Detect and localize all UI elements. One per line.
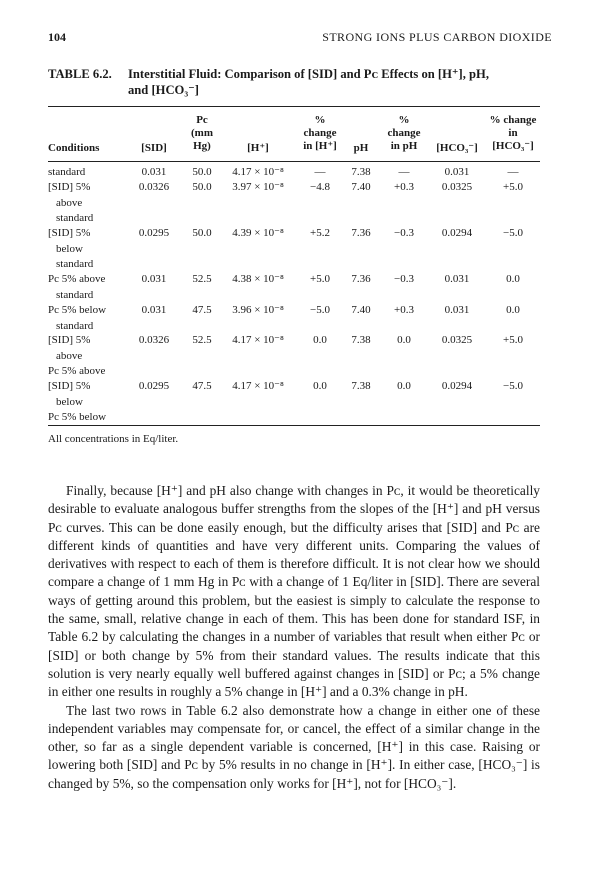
cell-hco3: 0.031 [444,273,470,285]
header-pct-h-line2: change [303,127,337,139]
cell-pc: 50.0 [192,181,212,193]
cell-h: 4.17 × 10⁻⁸ [232,380,284,392]
cell-hco3: 0.0325 [441,181,473,193]
cell-pc: 50.0 [192,227,212,239]
table-row-condition [48,303,140,334]
condition-line: below [56,242,83,255]
cell-pct-hco3: +5.0 [503,181,523,193]
header-pct-ph [378,114,430,153]
cell-h: 4.17 × 10⁻⁸ [232,166,284,178]
cell-pct-h: +5.0 [310,273,330,285]
table-footnote: All concentrations in Eq/liter. [48,433,179,445]
header-pct-ph-line2: change [387,127,421,139]
condition-line: Pc 5% below [48,411,107,423]
cell-pct-ph: 0.0 [397,380,411,392]
cell-hco3: 0.031 [444,304,470,316]
header-pct-h-line3: in [H⁺] [303,140,337,152]
cell-sid: 0.031 [141,166,167,178]
running-head: STRONG IONS PLUS CARBON DIOXIDE [322,30,552,44]
cell-ph: 7.36 [351,227,371,239]
cell-pct-hco3: −5.0 [503,380,523,392]
condition-line: above [56,349,83,362]
cell-pc: 52.5 [192,334,212,346]
condition-line: standard [56,288,94,301]
condition-line: standard [56,319,94,332]
cell-pct-ph: +0.3 [394,304,414,316]
condition-line: Pc 5% above [48,365,106,377]
cell-pct-ph: −0.3 [394,273,414,285]
header-pc-line3: Hg) [193,140,211,152]
table-row-condition [48,379,140,426]
table-title-line1: Interstitial Fluid: Comparison of [SID] and Pᴄ Effects on [H⁺], pH, [128,67,489,81]
header-pct-h-line1: % [314,114,326,126]
table-label: TABLE 6.2. [48,67,112,81]
header-pct-hco3-line1: % change [489,114,537,126]
cell-pct-h: 0.0 [313,380,327,392]
cell-hco3: 0.0294 [441,380,473,392]
cell-pct-ph: −0.3 [394,227,414,239]
cell-h: 4.38 × 10⁻⁸ [232,273,284,285]
header-pct-hco3-line2: in [508,127,518,139]
table-row-condition [48,180,140,227]
cell-pct-hco3: — [507,166,519,178]
paragraph: Finally, because [H⁺] and pH also change with changes in Pᴄ, it would be theoretically desirable to evaluate analogous buffer strengths from the slopes of the [H⁺] and pH versus Pᴄ curves. This can be done easily enough, but the difficulty arises that [SID] and Pᴄ are different kinds of quantities and have very different units. Comparing the values of derivatives with respect to each of them is therefore difficult. It is not clear how we should compare a change of 1 mm Hg in Pᴄ with a change of 1 Eq/liter in [SID]. There are several ways of getting around this problem, but the easiest is simply to calculate the response to the same, small, relative change in each of them. This has been done for standard ISF, in Table 6.2 by calculating the changes in a number of variables that result when either Pᴄ or [SID] or both change by 5% from their standard values. The results indicate that this solution is very nearly equally well buffered against changes in [SID] or Pᴄ; a 5% change in either one results in roughly a 5% change in [H⁺] and a 0.3% change in pH. [48,483,540,700]
cell-hco3: 0.0294 [441,227,473,239]
cell-h: 4.39 × 10⁻⁸ [232,227,284,239]
cell-pc: 50.0 [192,166,212,178]
header-h: [H⁺] [247,142,269,154]
table-bottom-rule [48,425,540,426]
condition-line: above [56,196,83,209]
cell-ph: 7.38 [351,166,371,178]
header-conditions: Conditions [48,142,100,154]
cell-ph: 7.36 [351,273,371,285]
cell-ph: 7.40 [351,181,371,193]
cell-sid: 0.0295 [138,380,170,392]
cell-sid: 0.0295 [138,227,170,239]
page-number: 104 [48,30,66,44]
condition-line: standard [56,212,94,224]
header-ph: pH [353,142,369,154]
condition-line: Pc 5% above [48,273,106,285]
header-pc [182,114,222,153]
paragraph: The last two rows in Table 6.2 also demonstrate how a change in either one of these independent variables may compensate for, or cancel, the effect of a similar change in the other, so far as a single dependent variable is concerned, [H⁺] in this case. Raising or lowering both [SID] and Pᴄ by 5% results in no change in [H⁺]. In either case, [HCO₃⁻] is changed by 5%, so the compensation only works for [H⁺], not for [HCO₃⁻]. [48,702,540,791]
cell-sid: 0.0326 [138,181,170,193]
table-header-rule [48,161,540,162]
cell-h: 3.97 × 10⁻⁸ [232,181,284,193]
cell-pct-hco3: 0.0 [506,273,520,285]
cell-sid: 0.031 [141,304,167,316]
cell-hco3: 0.0325 [441,334,473,346]
header-pct-ph-line1: % [398,114,410,126]
cell-pct-h: −4.8 [310,181,330,193]
cell-pct-hco3: 0.0 [506,304,520,316]
cell-pct-h: −5.0 [310,304,330,316]
condition-line: Pc 5% below [48,304,107,316]
cell-h: 4.17 × 10⁻⁸ [232,334,284,346]
table-title-line2: and [HCO₃⁻] [128,83,199,97]
page-header [48,30,552,48]
condition-line: standard [56,258,94,270]
header-hco3: [HCO₃⁻] [436,142,478,154]
cell-pct-ph: +0.3 [394,181,414,193]
cell-pct-h: — [314,166,326,178]
body-text [48,482,540,793]
table-row-condition [48,272,140,303]
cell-pct-hco3: −5.0 [503,227,523,239]
cell-pct-h: 0.0 [313,334,327,346]
condition-line: standard [48,166,86,178]
cell-ph: 7.40 [351,304,371,316]
header-pct-hco3-line3: [HCO₃⁻] [492,140,534,152]
condition-line: [SID] 5% [48,181,91,193]
header-pc-line2: (mm [191,127,213,139]
cell-sid: 0.031 [141,273,167,285]
cell-pc: 47.5 [192,304,212,316]
condition-line: [SID] 5% [48,227,91,239]
header-sid: [SID] [141,142,167,154]
cell-pct-h: +5.2 [310,227,330,239]
cell-ph: 7.38 [351,334,371,346]
table-row-condition [48,333,140,380]
cell-sid: 0.0326 [138,334,170,346]
table-row-condition [48,226,140,273]
cell-pc: 52.5 [192,273,212,285]
condition-line: [SID] 5% [48,334,91,346]
cell-pct-ph: — [398,166,410,178]
header-pc-line1: Pc [196,114,208,126]
table-top-rule [48,106,540,107]
cell-hco3: 0.031 [444,166,470,178]
header-pct-ph-line3: in pH [390,140,418,152]
cell-pct-hco3: +5.0 [503,334,523,346]
cell-pc: 47.5 [192,380,212,392]
cell-ph: 7.38 [351,380,371,392]
cell-h: 3.96 × 10⁻⁸ [232,304,284,316]
condition-line: [SID] 5% [48,380,91,392]
condition-line: below [56,395,83,408]
table-caption [48,66,548,98]
header-pct-h [294,114,346,153]
cell-pct-ph: 0.0 [397,334,411,346]
table-row-condition [48,165,140,181]
header-pct-hco3 [484,114,542,153]
